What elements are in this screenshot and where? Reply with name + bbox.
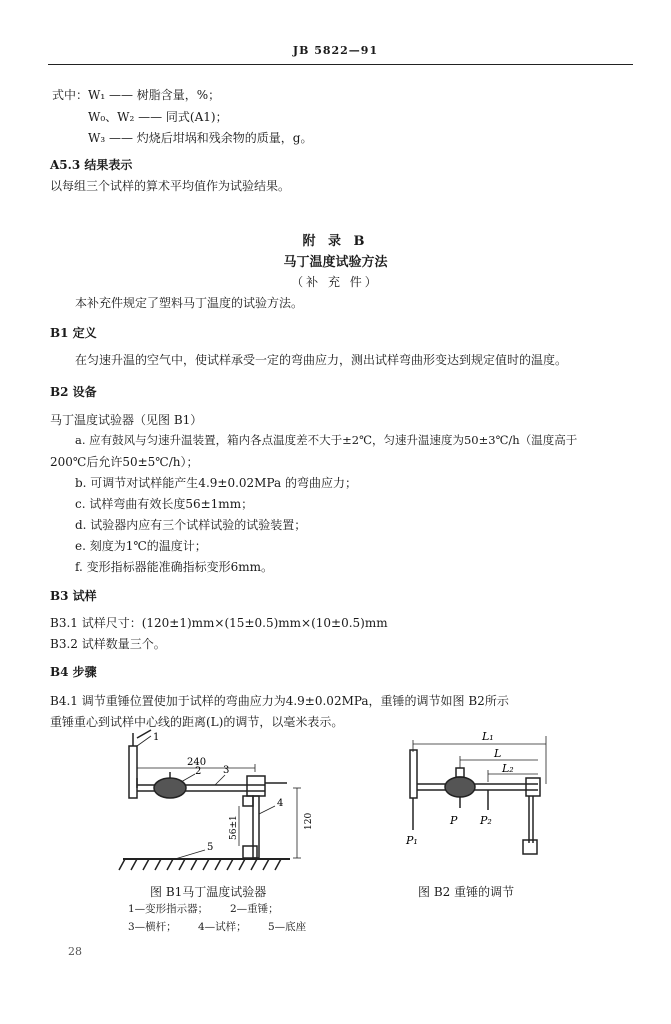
fig2-caption: 图 B2 重锤的调节: [418, 885, 515, 899]
figure-b2-weight-adjustment: [398, 728, 573, 873]
b41-text-cont: 重锤重心到试样中心线的距离(L)的调节，以毫米表示。: [50, 715, 344, 729]
a53-body: 以每组三个试样的算术平均值作为试验结果。: [50, 179, 291, 193]
fig2-L1: L₁: [482, 730, 494, 743]
b2-item-d: d. 试验器内应有三个试样试验的试验装置；: [75, 518, 307, 532]
b31-text: B3.1 试样尺寸：(120±1)mm×(15±0.5)mm×(10±0.5)mm: [50, 616, 388, 630]
a53-heading: A5.3 结果表示: [50, 158, 133, 172]
fig1-dim-240: 240: [187, 757, 207, 768]
figure-b1-martens-tester: [115, 728, 330, 883]
header-rule: [48, 64, 633, 65]
formula-where-line-1: 式中：W₁ —— 树脂含量，%；: [52, 88, 221, 102]
b4-heading: B4 步骤: [50, 665, 97, 679]
appendix-note: （补 充 件）: [291, 275, 380, 289]
fig1-caption: 图 B1马丁温度试验器: [150, 885, 267, 899]
fig2-L2: L₂: [502, 762, 514, 775]
fig2-P: P: [450, 814, 458, 827]
running-header: JB 5822—91: [292, 44, 379, 57]
page-number: 28: [68, 945, 82, 958]
fig1-dim-120: 120: [304, 812, 314, 830]
fig1-legend-3: 3—横杆；: [128, 921, 177, 933]
b1-heading: B1 定义: [50, 326, 97, 340]
b2-item-c: c. 试样弯曲有效长度56±1mm；: [75, 497, 254, 511]
fig2-P2: P₂: [480, 814, 492, 827]
b3-heading: B3 试样: [50, 589, 97, 603]
b2-item-f: f. 变形指标器能准确指标变形6mm。: [75, 560, 274, 574]
fig2-P1: P₁: [406, 834, 418, 847]
formula-where-line-2: W₀、W₂ —— 同式(A1)；: [88, 110, 228, 124]
fig1-legend-1: 1—变形指示器；: [128, 903, 209, 915]
fig1-num-2: 2: [195, 766, 202, 777]
fig2-L: L: [494, 747, 502, 760]
fig1-num-3: 3: [223, 765, 230, 776]
b41-text: B4.1 调节重锤位置使加于试样的弯曲应力为4.9±0.02MPa，重锤的调节如图 B2所示: [50, 694, 509, 708]
b2-item-b: b. 可调节对试样能产生4.9±0.02MPa 的弯曲应力；: [75, 476, 357, 490]
appendix-intro: 本补充件规定了塑料马丁温度的试验方法。: [75, 296, 304, 310]
b2-lead: 马丁温度试验器（见图 B1）: [50, 413, 203, 427]
b2-item-a-cont: 200℃后允许50±5℃/h）；: [50, 455, 199, 469]
fig1-num-1: 1: [153, 732, 160, 743]
fig1-legend-5: 5—底座: [268, 921, 307, 933]
appendix-title: 马丁温度试验方法: [283, 255, 388, 270]
fig1-legend-4: 4—试样；: [198, 921, 247, 933]
fig1-dim-56: 56±1: [229, 815, 239, 840]
b2-item-a: a. 应有鼓风与匀速升温装置，箱内各点温度差不大于±2℃，匀速升温速度为50±3℃/h（温度高于: [75, 433, 578, 447]
formula-where-line-3: W₃ —— 灼烧后坩埚和残余物的质量，g。: [88, 131, 313, 145]
fig1-legend-2: 2—重锤；: [230, 903, 279, 915]
fig1-num-4: 4: [277, 798, 284, 809]
b1-body: 在匀速升温的空气中，使试样承受一定的弯曲应力，测出试样弯曲形变达到规定值时的温度。: [75, 353, 568, 367]
b32-text: B3.2 试样数量三个。: [50, 637, 166, 651]
b2-item-e: e. 刻度为1℃的温度计；: [75, 539, 207, 553]
appendix-label: 附 录 B: [302, 234, 369, 249]
fig1-num-5: 5: [207, 842, 214, 853]
b2-heading: B2 设备: [50, 385, 97, 399]
